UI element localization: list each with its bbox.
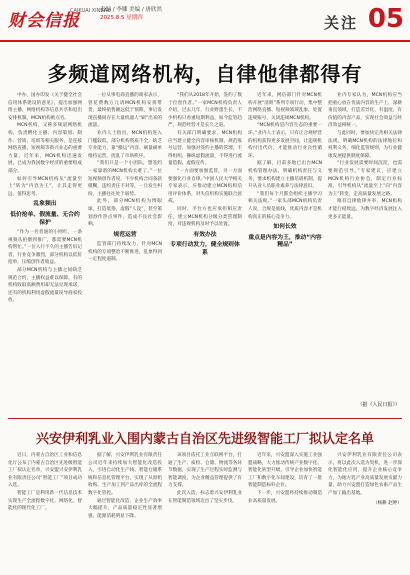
paragraph: 有关部门明确要求，MCN机构应当建立健全内容审核机制，规范账号运营，加强对签约主播的管理，不得组织、操纵虚假流量，不得进行流量造假、虚假宣传。 [168, 130, 242, 167]
paragraph: 近日，内蒙古自治区工业和信息化厅公布了内蒙古自治区先进级智能工厂拟认定名单，兴安盟兴安伊利乳业有限责任公司“智能工厂”项目成功入选。 [8, 453, 82, 489]
source-credit: （据《人民日报》） [357, 402, 400, 409]
paragraph: 同时，平台方也应承担相应责任，建立MCN机构分级分类管理制度，对违规机构及时予以处置。 [168, 206, 242, 228]
logo-subtitle: CAIKUAI XINBAO [70, 8, 112, 14]
subheading: 重点是内容为王，推动“内容精品” [248, 234, 322, 249]
paragraph: 业内专家认为，MCN机构应当把重心放在优质内容的生产上，深耕垂直领域，打造差异化、有温度、有价值的内容产品，实现社会效益与经济效益相统一。 [328, 93, 402, 129]
second-article-body [8, 452, 402, 570]
paragraph: 一位从事电商直播的商家表示，曾花费数万元请MCN机构安排带货，最终销售额远低于预期，事后发现直播间存在大量机器人“刷”出来的流量。 [88, 93, 162, 129]
paragraph: 智能工厂是利用新一代信息技术实现生产全流程数字化、网络化、智能化的现代化工厂。 [8, 490, 82, 512]
paragraph: “MCN机构是内容生态的重要一环。”业内人士表示，只有让合规经营的机构获得更多发展空间，让违规机构付出代价，才能推动行业良性循环。 [248, 123, 322, 159]
byline: （杨耕 赵婷） [372, 500, 402, 506]
paragraph: 据了解，兴安伊利乳业有限责任公司近年来持续加大智能化改造投入，引进自动化生产线、智能仓储系统和信息化管理平台，实现了从原奶收购、生产加工到产品出库的全流程数字化管控。 [88, 453, 162, 496]
subheading: 低价抢单、假流量、无合约保护 [10, 211, 80, 226]
issue-date: 2025.8.5 星期四 [100, 15, 143, 21]
paragraph: 据了解，目前多地已出台MCN机构管理办法，明确机构责任与义务，要求机构建立主播培训机制，提升从业人员职业素养与法律意识。 [248, 161, 322, 190]
subheading: 专项行动发力，健全规则体系 [170, 242, 240, 256]
text-column [248, 92, 322, 410]
text-column [8, 92, 82, 410]
paragraph: 此次入选，标志着兴安伊利乳业在智能制造领域迈出了坚实步伐。 [168, 490, 242, 504]
subheading: 如何长效 [273, 224, 297, 231]
second-article-headline: 兴安伊利乳业入围内蒙古自治区先进级智能工厂拟认定名单 [35, 432, 374, 447]
page-number: 05 [367, 4, 404, 34]
section-title: 关注 [323, 14, 358, 32]
text-column [168, 452, 242, 570]
paragraph: 下一步，兴安盟将持续推动制造业高质量发展。 [248, 490, 322, 504]
text-column [168, 92, 242, 410]
paragraph: 兴安伊利乳业有限责任公司表示，将以此次入选为契机，进一步深化智能化应用，提升企业核心竞争力，为地方乳产业高质量发展贡献力量，助力兴安盟打造绿色农畜产品生产加工输出基地。 [328, 453, 402, 496]
text-column [328, 92, 402, 410]
text-column [88, 452, 162, 570]
article-body [8, 92, 402, 410]
paragraph: 近年来，兴安盟深入实施工业强盟战略，大力推动传统产业数字化、智能化转型升级，引导企业加快智能工厂和数字化车间建设，培育了一批智能制造标杆企业。 [248, 453, 322, 489]
paragraph: “行业发展需要时间沉淀，也需要规范引导。”专家建议，应建立MCN机构行业协会，制定行业标准，引导机构从“流量至上”向“内容为王”转变，走高质量发展之路。 [328, 161, 402, 197]
paragraph: MCN机构，又称多频道网络机构，负责孵化主播、内容策划、制作、营销、培训等相关服务，是连接网络直播、短视频等新兴业态的重要力量。近年来，MCN机构迅速发展，已成为我国数字经济的重要组成部分。 [8, 123, 82, 174]
text-column [328, 452, 402, 570]
subheading: 规范运营 [113, 231, 137, 238]
editor-credits: 责编 / 李娜 美编 / 唐欣然 [100, 7, 162, 13]
paragraph: 与此同时，要加快完善相关法律法规，明确MCN机构的法律地位和权利义务，细化监管规则，为行业健康发展提供制度保障。 [328, 130, 402, 159]
paragraph: “我们每个月都会组织主播学习相关法规。”一家头部MCN机构负责人说，合规是底线，优质内容才是机构真正的核心竞争力。 [248, 191, 322, 220]
paragraph: “一方面要加强监管，另一方面要强化行业自律。”中国人民大学相关专家表示，应推动建立MCN机构信用评价体系，对失信机构实施联合惩戒。 [168, 168, 242, 205]
publication-info [100, 6, 162, 22]
masthead [0, 0, 410, 42]
subheading: 有效办法 [193, 231, 217, 238]
paragraph: “我们只是一个小团队，想签约一家靠谱的MCN机构太难了。”一位短视频创作者说，不少机构合同条款模糊，违约责任不对等，一旦发生纠纷，主播往往处于弱势。 [88, 161, 162, 197]
paragraph: 该项目依托工业互联网平台，打通了生产、质检、仓储、物流等各环节数据，实现了生产过程实时监测与智能调度，为企业精益管理提供了有力支撑。 [168, 453, 242, 489]
text-column [8, 452, 82, 570]
paragraph: 近年来，网信部门针对MCN机构开展“清朗”系列专项行动，集中整治网络直播、短视频领域乱象，处置违规账号，关闭违规MCN机构。 [248, 93, 322, 121]
paragraph: “作为一名普通的小网红，一条视频从拍摄到推广，都需要MCN机构帮忙。”一位入行不久的主播告诉记者，行业竞争激烈，部分机构以低价抢单，压缩创作者收益。 [8, 230, 82, 266]
paragraph: 业内人士指出，MCN机构进入门槛较低，部分机构资质不全，缺乏专业能力，靠“搬运”内容、刷量刷单维持运营，扰乱了市场秩序。 [88, 130, 162, 159]
paragraph: 如何引导MCN机构从“流量至上”转为“内容为王”，让其走得更远，值得思考。 [8, 176, 82, 197]
paragraph: 唯有自律他律并举，MCN机构才能行稳致远，为数字经济发展注入更多正能量。 [328, 199, 402, 220]
paragraph: 部分MCN机构与主播之间缺乏规范合约，主播权益难以保障。有的机构收取高额费用却无法兑现承诺，还有的机构利用虚假流量误导商家投放。 [8, 268, 82, 304]
text-column [88, 92, 162, 410]
article-headline: 多频道网络机构，自律他律都得有 [47, 62, 363, 86]
paragraph: “我们从2018年开始，签约了数十位创作者。”一家MCN机构负责人介绍，过去几年，行业野蛮生长，不少机构只看重短期利益，如今监管趋严，规范经营才是长久之道。 [168, 93, 242, 129]
subheading: 乱象频出 [33, 201, 57, 208]
paragraph: 监管部门持续发力，针对MCN机构的专项整治不断推进，乱象得到一定程度遏制。 [88, 242, 162, 263]
paragraph: 中办、国办印发《关于健全社会信用体系建设的意见》，提出加强网络主播、网络机构等信息共享和退出安排机制。MCN机构被点名。 [8, 93, 82, 121]
paragraph: 通过智能化改造，企业生产效率大幅提升，产品质量稳定性显著增强，能源消耗明显下降。 [88, 498, 162, 519]
text-column [248, 452, 322, 570]
paragraph: 此外，部分MCN机构为博眼球，打造低俗、虚假“人设”，甚至策划炒作热点事件，造成不良社会影响。 [88, 199, 162, 228]
article-divider [8, 418, 402, 419]
newspaper-logo: 财会信报 [8, 11, 80, 31]
